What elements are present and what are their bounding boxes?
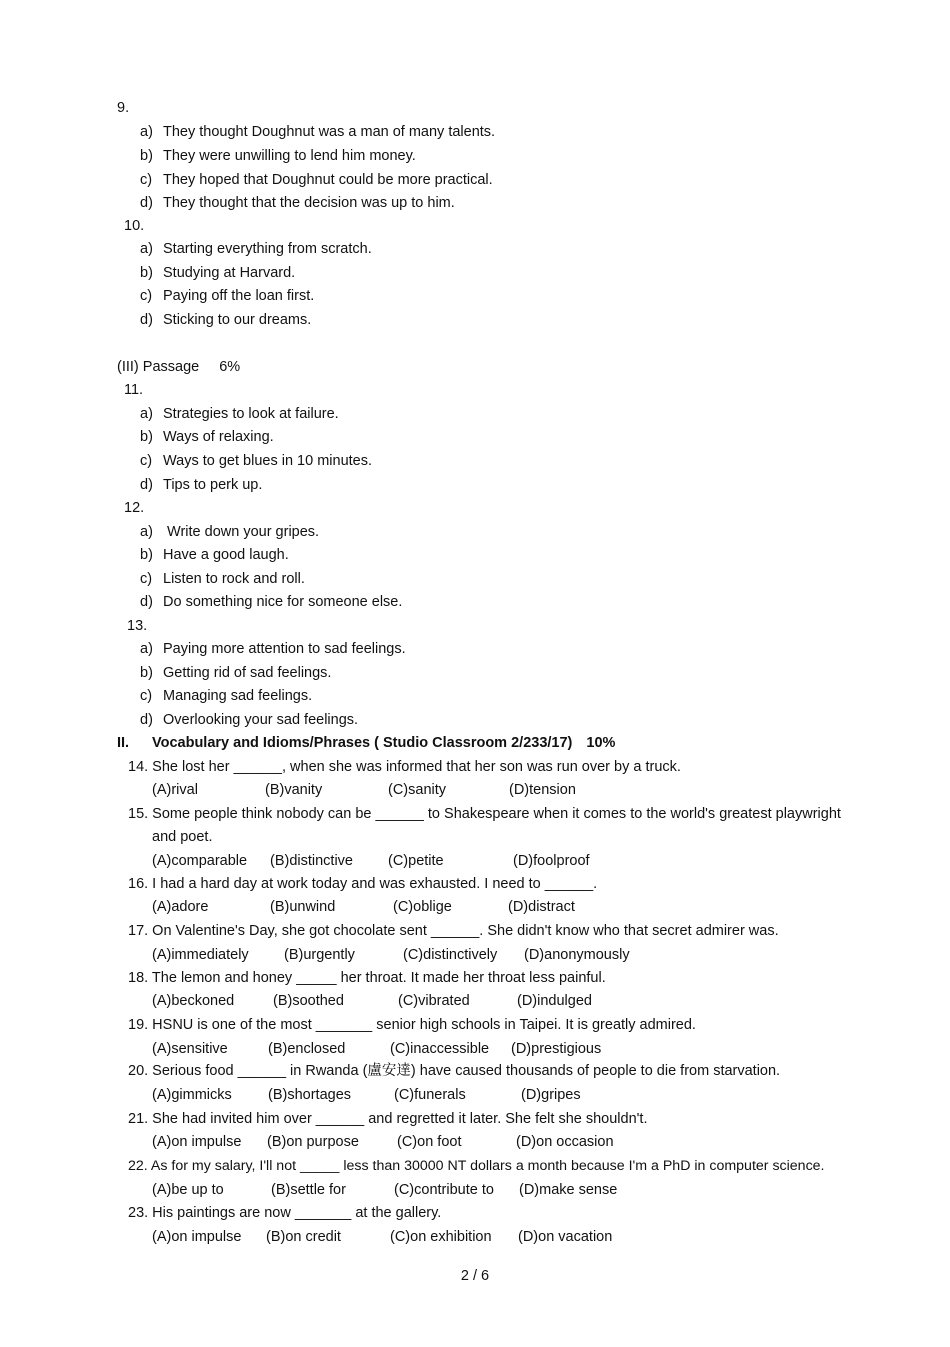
choice: (A)be up to [152,1182,224,1198]
choice: (D)distract [508,899,575,915]
option-letter: a) [140,524,153,540]
option-letter: b) [140,148,153,164]
choice: (A)immediately [152,947,249,963]
section-heading-passage [117,358,240,376]
choice: (C)sanity [388,782,447,798]
choice: (B)on purpose [267,1134,359,1150]
option-letter: c) [140,453,153,469]
option-11d [140,476,262,494]
option-10b [140,264,295,282]
option-13c [140,687,312,705]
question-number: 9. [117,100,130,116]
option-text: Listen to rock and roll. [163,571,305,587]
choice: (B)settle for [271,1182,346,1198]
choice: (A)beckoned [152,993,235,1009]
question-stem-continued: and poet. [152,829,213,845]
choice: (B)distinctive [270,853,353,869]
choice: (C)contribute to [394,1182,494,1198]
section-percent: 10% [586,735,616,751]
question-stem: 18. The lemon and honey _____ her throat. It made her throat less painful. [128,970,606,986]
option-text: Write down your gripes. [163,524,320,540]
page-number: 2 / 6 [460,1268,490,1284]
option-text: Studying at Harvard. [163,265,296,281]
option-13a [140,640,406,658]
section-number: II. [117,735,130,751]
choice: (C)distinctively [403,947,498,963]
option-text: Strategies to look at failure. [163,406,339,422]
option-text: Do something nice for someone else. [163,594,403,610]
option-letter: d) [140,195,153,211]
choice: (D)prestigious [511,1041,602,1057]
choice: (B)unwind [270,899,336,915]
choice: (A)on impulse [152,1229,242,1245]
choice: (B)vanity [265,782,323,798]
option-11b [140,428,274,446]
option-text: Getting rid of sad feelings. [163,665,332,681]
option-text: Tips to perk up. [163,477,263,493]
choice: (A)rival [152,782,198,798]
choice: (C)on foot [397,1134,462,1150]
choice: (B)soothed [273,993,344,1009]
option-10a [140,240,372,258]
section-title: Vocabulary and Idioms/Phrases ( Studio Classroom 2/233/17) [152,735,573,751]
choice: (A)on impulse [152,1134,242,1150]
choice: (C)petite [388,853,444,869]
choice: (A)sensitive [152,1041,228,1057]
option-text: Have a good laugh. [163,547,289,563]
option-letter: b) [140,665,153,681]
option-10c [140,287,314,305]
question-number: 13. [127,618,148,634]
question-stem: 14. She lost her ______, when she was informed that her son was run over by a truck. [128,759,681,775]
option-9a [140,123,495,141]
choice: (B)urgently [284,947,355,963]
option-text: Overlooking your sad feelings. [163,712,359,728]
section-heading-vocabulary [117,734,615,752]
choice: (B)on credit [266,1229,341,1245]
question-number: 12. [124,500,145,516]
choice: (B)shortages [268,1087,352,1103]
choice: (C)on exhibition [390,1229,492,1245]
option-text: They thought that the decision was up to him. [163,195,455,211]
choice: (C)vibrated [398,993,470,1009]
option-letter: a) [140,124,153,140]
choice: (D)anonymously [524,947,630,963]
option-9d [140,194,455,212]
option-letter: c) [140,288,153,304]
question-stem: 21. She had invited him over ______ and regretted it later. She felt she shouldn't. [128,1111,648,1127]
option-letter: b) [140,265,153,281]
question-stem: 16. I had a hard day at work today and was exhausted. I need to ______. [128,876,598,892]
option-9c [140,171,493,189]
question-stem: 15. Some people think nobody can be ______ to Shakespeare when it comes to the world's greatest playwright [128,806,841,822]
choice: (D)indulged [517,993,592,1009]
option-13d [140,711,358,729]
choice: (D)tension [509,782,576,798]
choice: (C)oblige [393,899,452,915]
option-letter: c) [140,571,153,587]
option-11c [140,452,372,470]
option-letter: d) [140,477,153,493]
question-stem: 22. As for my salary, I'll not _____ less than 30000 NT dollars a month because I'm a PhD in computer science. [128,1158,825,1174]
choice: (D)on vacation [518,1229,613,1245]
option-letter: a) [140,641,153,657]
option-text: Ways of relaxing. [163,429,274,445]
option-letter: a) [140,406,153,422]
option-text: Paying more attention to sad feelings. [163,641,406,657]
option-13b [140,664,331,682]
question-number: 10. [124,218,145,234]
question-number: 11. [124,382,144,398]
option-text: Managing sad feelings. [163,688,313,704]
option-text: Sticking to our dreams. [163,312,312,328]
option-9b [140,147,416,165]
option-letter: c) [140,172,153,188]
question-stem: 20. Serious food ______ in Rwanda (盧安達) have caused thousands of people to die from starvation. [128,1063,781,1079]
choice: (B)enclosed [268,1041,346,1057]
section-title: (III) Passage [117,359,200,375]
option-letter: d) [140,312,153,328]
choice: (C)inaccessible [390,1041,490,1057]
question-stem: 17. On Valentine's Day, she got chocolate sent ______. She didn't know who that secret admirer was. [128,923,779,939]
option-10d [140,311,311,329]
choice: (C)funerals [394,1087,466,1103]
option-12a [140,523,319,541]
option-text: Ways to get blues in 10 minutes. [163,453,373,469]
option-11a [140,405,339,423]
option-text: Starting everything from scratch. [163,241,372,257]
section-percent: 6% [219,359,241,375]
question-stem: 23. His paintings are now _______ at the gallery. [128,1205,442,1221]
option-letter: d) [140,594,153,610]
choice: (D)gripes [521,1087,581,1103]
choice: (A)adore [152,899,209,915]
choice: (A)gimmicks [152,1087,232,1103]
option-letter: a) [140,241,153,257]
choice: (D)make sense [519,1182,618,1198]
option-text: Paying off the loan first. [163,288,315,304]
question-stem: 19. HSNU is one of the most _______ senior high schools in Taipei. It is greatly admired. [128,1017,696,1033]
option-12c [140,570,305,588]
option-12b [140,546,289,564]
option-letter: b) [140,547,153,563]
option-letter: d) [140,712,153,728]
choice: (D)on occasion [516,1134,614,1150]
option-text: They hoped that Doughnut could be more practical. [163,172,493,188]
option-letter: b) [140,429,153,445]
choice: (D)foolproof [513,853,590,869]
choice: (A)comparable [152,853,248,869]
option-12d [140,593,402,611]
option-text: They were unwilling to lend him money. [163,148,416,164]
option-letter: c) [140,688,153,704]
option-text: They thought Doughnut was a man of many talents. [163,124,496,140]
